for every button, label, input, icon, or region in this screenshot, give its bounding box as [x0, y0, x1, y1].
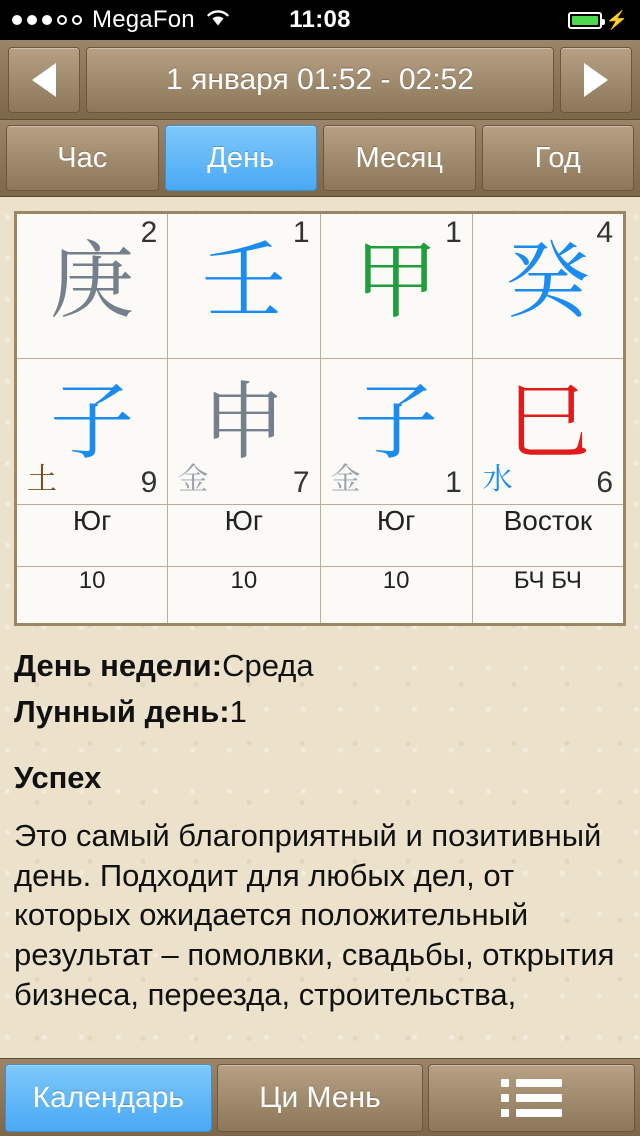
branch-cell-1[interactable] [16, 359, 168, 505]
branch-number-1: 9 [140, 466, 158, 499]
lightning-bolt-icon: ⚡ [605, 9, 628, 30]
stem-number-4: 4 [596, 216, 613, 249]
stem-number-2: 1 [292, 216, 310, 249]
segment-year[interactable]: Год [482, 125, 635, 191]
content-area [0, 197, 640, 1058]
lunar-day-label: Лунный день: [14, 694, 230, 729]
table-row-values [16, 567, 625, 625]
branch-glyph-3: 子 [354, 372, 439, 471]
stem-glyph-4: 癸 [505, 231, 590, 330]
stem-cell-4[interactable] [472, 213, 624, 359]
stem-number-1: 2 [140, 216, 158, 249]
branch-element-1: 土 [27, 463, 57, 496]
list-icon [501, 1079, 562, 1117]
stem-number-3: 1 [445, 216, 462, 249]
stem-cell-2[interactable] [168, 213, 320, 359]
branch-element-2: 金 [178, 463, 209, 496]
table-row-branches [16, 359, 625, 505]
table-row-stems [16, 213, 625, 359]
period-title: 1 января 01:52 - 02:52 [86, 47, 554, 113]
direction-cell-4: Восток [472, 505, 624, 567]
direction-cell-1: Юг [16, 505, 168, 567]
tab-qimen[interactable]: Ци Мень [217, 1064, 424, 1132]
segment-day[interactable]: День [165, 125, 318, 191]
bazi-pillars-table [14, 211, 626, 626]
previous-period-button[interactable] [8, 47, 80, 113]
branch-glyph-4: 巳 [505, 372, 590, 471]
branch-element-4: 水 [482, 463, 513, 496]
value-cell-1: 10 [16, 567, 168, 625]
branch-number-2: 7 [292, 466, 310, 499]
triangle-right-icon [584, 63, 608, 97]
stem-cell-1[interactable] [16, 213, 168, 359]
branch-element-3: 金 [330, 463, 361, 496]
value-cell-4: БЧ БЧ [472, 567, 624, 625]
section-title: Успех [14, 760, 102, 795]
battery-icon [568, 12, 602, 29]
stem-glyph-1: 庚 [50, 231, 135, 330]
branch-cell-4[interactable] [472, 359, 624, 505]
table-row-directions [16, 505, 625, 567]
status-clock: 11:08 [289, 6, 351, 33]
tab-list[interactable] [428, 1064, 635, 1132]
stem-glyph-3: 甲 [354, 231, 439, 330]
segment-month[interactable]: Месяц [323, 125, 476, 191]
branch-cell-2[interactable] [168, 359, 320, 505]
tab-calendar[interactable]: Календарь [5, 1064, 212, 1132]
segment-hour[interactable]: Час [6, 125, 159, 191]
navigation-bar [0, 40, 640, 120]
status-bar [0, 0, 640, 40]
period-segmented-control [0, 120, 640, 197]
branch-cell-3[interactable] [320, 359, 472, 505]
stem-glyph-2: 壬 [201, 231, 286, 330]
branch-number-3: 1 [445, 466, 462, 499]
direction-cell-3: Юг [320, 505, 472, 567]
next-period-button[interactable] [560, 47, 632, 113]
stem-cell-3[interactable] [320, 213, 472, 359]
tab-bar [0, 1058, 640, 1136]
value-cell-2: 10 [168, 567, 320, 625]
value-cell-3: 10 [320, 567, 472, 625]
triangle-left-icon [32, 63, 56, 97]
section-body-text: Это самый благоприятный и позитивный день. Подходит для любых дел, от которых ожидается положительный результат – помолвки, свадьбы, открытия бизнеса, переезда, строительства, [14, 818, 615, 1012]
weekday-label: День недели: [14, 648, 223, 683]
direction-cell-2: Юг [168, 505, 320, 567]
weekday-row [14, 648, 626, 684]
weekday-value: Среда [222, 648, 314, 683]
branch-number-4: 6 [596, 466, 613, 499]
carrier-label: MegaFon [92, 6, 195, 33]
lunar-day-value: 1 [229, 694, 247, 729]
branch-glyph-1: 子 [50, 372, 135, 471]
branch-glyph-2: 申 [201, 372, 286, 471]
lunar-day-row [14, 694, 626, 730]
